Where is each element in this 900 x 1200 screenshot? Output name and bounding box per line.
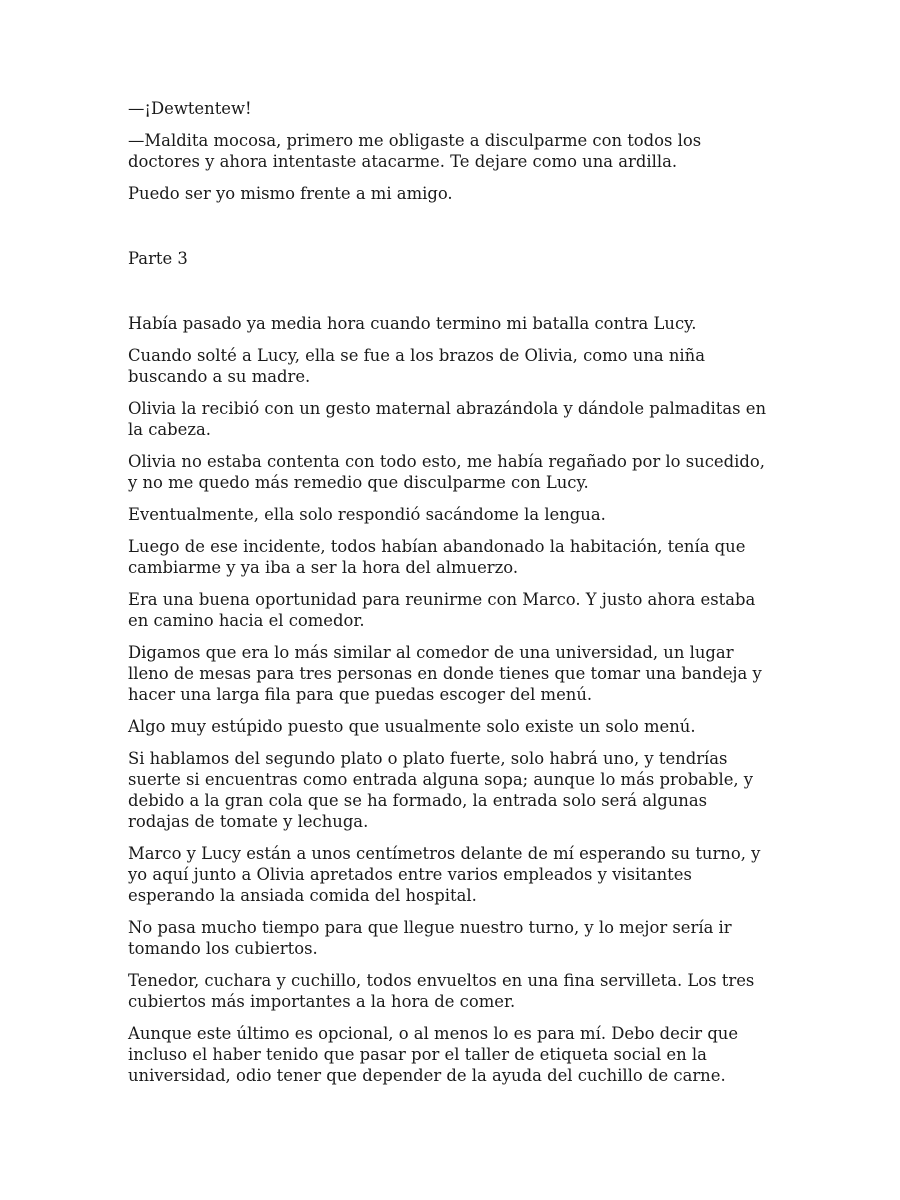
- paragraph: Si hablamos del segundo plato o plato fuerte, solo habrá uno, y tendrías suerte si encuentras como entrada alguna sopa; aunque lo más probable, y debido a la gran cola que se ha formado, la entrada solo será algunas rodajas de tomate y lechuga.: [128, 749, 754, 831]
- page-body: [128, 98, 773, 1097]
- paragraph: Olivia no estaba contenta con todo esto, me había regañado por lo sucedido, y no me quedo más remedio que disculparme con Lucy.: [128, 452, 765, 492]
- section-heading: Parte 3: [128, 249, 188, 268]
- paragraph: Aunque este último es opcional, o al menos lo es para mí. Debo decir que incluso el haber tenido que pasar por el taller de etiqueta social en la universidad, odio tener que depender de la ayuda del cuchillo de carne.: [128, 1024, 739, 1085]
- paragraph: Digamos que era lo más similar al comedor de una universidad, un lugar lleno de mesas para tres personas en donde tienes que tomar una bandeja y hacer una larga fila para que puedas escoger del menú.: [128, 643, 762, 704]
- paragraph: Olivia la recibió con un gesto maternal abrazándola y dándole palmaditas en la cabeza.: [128, 399, 767, 439]
- paragraph: Algo muy estúpido puesto que usualmente solo existe un solo menú.: [128, 717, 696, 736]
- paragraph: Marco y Lucy están a unos centímetros delante de mí esperando su turno, y yo aquí junto a Olivia apretados entre varios empleados y visitantes esperando la ansiada comida del hospital.: [128, 844, 761, 905]
- paragraph: —¡Dewtentew!: [128, 99, 252, 118]
- paragraph: Era una buena oportunidad para reunirme con Marco. Y justo ahora estaba en camino hacia el comedor.: [128, 590, 756, 630]
- paragraph: Tenedor, cuchara y cuchillo, todos envueltos en una fina servilleta. Los tres cubiertos más importantes a la hora de comer.: [128, 971, 755, 1011]
- paragraph: No pasa mucho tiempo para que llegue nuestro turno, y lo mejor sería ir tomando los cubiertos.: [128, 918, 732, 958]
- paragraph: Cuando solté a Lucy, ella se fue a los brazos de Olivia, como una niña buscando a su madre.: [128, 346, 705, 386]
- paragraph: Había pasado ya media hora cuando termino mi batalla contra Lucy.: [128, 314, 697, 333]
- paragraph: —Maldita mocosa, primero me obligaste a disculparme con todos los doctores y ahora intentaste atacarme. Te dejare como una ardilla.: [128, 131, 702, 171]
- paragraph: Eventualmente, ella solo respondió sacándome la lengua.: [128, 505, 606, 524]
- paragraph: Luego de ese incidente, todos habían abandonado la habitación, tenía que cambiarme y ya iba a ser la hora del almuerzo.: [128, 537, 746, 577]
- paragraph: Puedo ser yo mismo frente a mi amigo.: [128, 184, 453, 203]
